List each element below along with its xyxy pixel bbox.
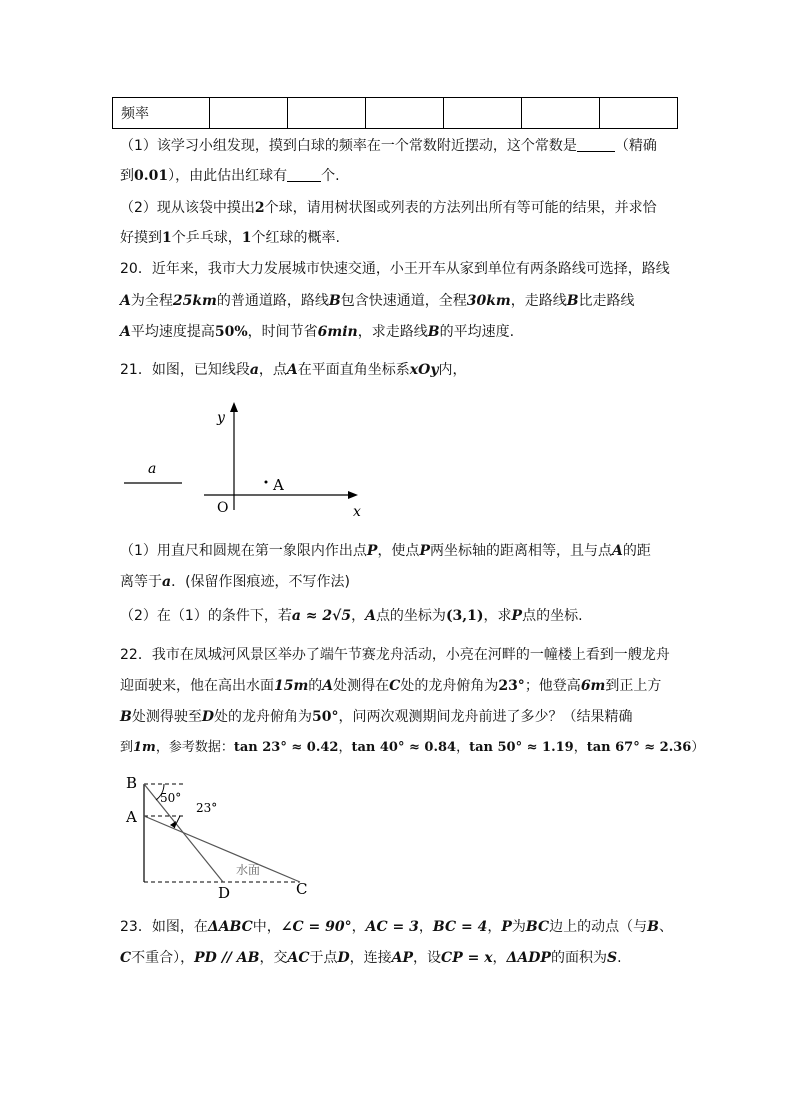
angle-50-label: 50°	[160, 791, 182, 805]
text: 的距	[622, 543, 651, 559]
q23-line1	[120, 917, 673, 937]
q22-figure	[118, 772, 318, 900]
q21-part2	[120, 606, 583, 626]
math: tan 40° ≈ 0.84	[351, 740, 457, 755]
text: .	[617, 950, 622, 966]
text: 、	[658, 919, 673, 935]
text: 边上的动点（与	[549, 919, 648, 935]
answer-blank	[287, 167, 321, 182]
point-a-label: A	[273, 476, 284, 494]
math: D	[337, 950, 350, 966]
text: 不重合），	[131, 950, 195, 966]
origin-label: O	[217, 500, 229, 516]
text: ，	[351, 919, 366, 935]
table-cell	[444, 98, 522, 129]
math: D	[201, 709, 214, 725]
text: 处测得驶至	[131, 709, 202, 725]
math: B	[328, 293, 341, 309]
q20-line3	[120, 322, 514, 342]
math: P	[511, 608, 523, 624]
math: A	[322, 678, 334, 694]
math: 30km	[466, 293, 511, 309]
math: tan 50° ≈ 1.19	[469, 740, 574, 755]
water-label: 水面	[236, 863, 261, 877]
math: 1	[241, 230, 252, 246]
text: 于点	[309, 950, 338, 966]
text: 点的坐标.	[522, 608, 583, 624]
q19-part2-line1	[120, 198, 657, 218]
text: 到正上方	[605, 678, 662, 694]
q23-line2	[120, 948, 622, 968]
table-cell	[366, 98, 444, 129]
text: 处的龙舟俯角为	[213, 709, 312, 725]
text: 在平面直角坐标系	[297, 362, 410, 378]
text: 处测得在	[333, 678, 390, 694]
math: tan 67° ≈ 2.36	[586, 740, 692, 755]
text: ，参考数据：	[155, 740, 234, 755]
text: 中，	[252, 919, 281, 935]
math: 0.01	[134, 168, 169, 184]
text: 的普通道路，路线	[216, 293, 329, 309]
text: ，	[492, 950, 507, 966]
math: a	[249, 362, 259, 378]
text: （1）该学习小组发现，摸到白球的频率在一个常数附近摆动，这个常数是	[120, 138, 577, 154]
text: 个.	[321, 168, 340, 184]
math: C	[120, 950, 132, 966]
label-a: A	[126, 808, 137, 826]
text: ，	[338, 740, 352, 755]
text: ，连接	[349, 950, 392, 966]
text: 离等于	[120, 574, 162, 590]
math: 6m	[580, 678, 606, 694]
math: 50%	[214, 324, 248, 340]
text: 好摸到	[120, 230, 162, 246]
math: A	[120, 293, 131, 309]
math: C	[389, 678, 401, 694]
text: （1）用直尺和圆规在第一象限内作出点	[120, 543, 367, 559]
label-b: B	[126, 774, 138, 792]
table-cell	[210, 98, 288, 129]
q21-part1-line2	[120, 572, 350, 592]
answer-blank	[577, 137, 615, 152]
text: 处的龙舟俯角为	[400, 678, 499, 694]
text: ），由此估出红球有	[168, 168, 288, 184]
math: A	[120, 324, 131, 340]
math: (3,1)	[445, 608, 484, 624]
text: 包含快速通道，全程	[340, 293, 467, 309]
math: P	[419, 543, 430, 559]
math: AC = 3	[365, 919, 419, 935]
q22-line3	[120, 707, 632, 727]
q19-part1-line2	[120, 166, 340, 186]
math: B	[120, 709, 132, 725]
math: 6min	[317, 324, 358, 340]
text: 到	[120, 740, 134, 755]
math: P	[366, 543, 378, 559]
text: ．(保留作图痕迹，不写作法)	[171, 574, 351, 590]
math: 2	[254, 200, 265, 216]
point-a	[265, 481, 268, 484]
table-row	[113, 98, 678, 129]
text: ；他登高	[524, 678, 581, 694]
text: 平均速度提高	[130, 324, 215, 340]
math: ∠C = 90°	[280, 919, 352, 935]
text: ，	[351, 608, 366, 624]
math: CP = x	[441, 950, 493, 966]
q19-part1-line1	[120, 136, 657, 156]
text: 的平均速度.	[439, 324, 515, 340]
q20-line2	[120, 291, 635, 311]
text: ，求走路线	[357, 324, 428, 340]
math: tan 23° ≈ 0.42	[233, 740, 339, 755]
x-axis-arrow-icon	[348, 491, 358, 499]
text: ，交	[259, 950, 288, 966]
math: 1	[162, 230, 172, 246]
text: （精确	[614, 138, 657, 154]
segment-a-label: a	[148, 461, 157, 477]
math: B	[566, 293, 579, 309]
text: ，求	[483, 608, 512, 624]
math: 15m	[274, 678, 309, 694]
q21-figure	[118, 400, 368, 520]
x-axis-label: x	[353, 504, 361, 520]
text: 个红球的概率.	[251, 230, 340, 246]
text: ，使点	[377, 543, 420, 559]
math: P	[501, 919, 512, 935]
sightline-ac	[144, 816, 300, 882]
q21-line1	[120, 360, 466, 380]
table-cell	[600, 98, 678, 129]
text: 内，	[438, 362, 467, 378]
math: S	[606, 950, 618, 966]
frequency-table	[112, 97, 678, 129]
q20-line1: 20．近年来，我市大力发展城市快速交通，小王开车从家到单位有两条路线可选择，路线	[120, 261, 670, 277]
text: 为全程	[130, 293, 173, 309]
text: 的面积为	[550, 950, 607, 966]
text: （2）现从该袋中摸出	[120, 200, 255, 216]
math: A	[286, 362, 298, 378]
math: A	[365, 608, 376, 624]
text: 迎面驶来，他在高出水面	[120, 678, 274, 694]
math: 25km	[172, 293, 217, 309]
text: 个球，请用树状图或列表的方法列出所有等可能的结果，并求恰	[264, 200, 657, 216]
table-cell-label: 频率	[113, 98, 210, 129]
text: 比走路线	[578, 293, 635, 309]
text: ，设	[413, 950, 442, 966]
table-cell	[522, 98, 600, 129]
text: ，	[456, 740, 470, 755]
text: （2）在（1）的条件下，若	[120, 608, 292, 624]
text: 21．如图，已知线段	[120, 362, 250, 378]
text: ，	[573, 740, 587, 755]
text: 点的坐标为	[375, 608, 446, 624]
math: B	[647, 919, 659, 935]
text: 为	[511, 919, 526, 935]
text: ）	[691, 740, 705, 755]
q19-part2-line2	[120, 228, 340, 248]
math: 23°	[498, 678, 525, 694]
math: BC = 4	[432, 919, 488, 935]
math: ΔADP	[506, 950, 551, 966]
q21-part1-line1	[120, 541, 651, 561]
y-axis-label: y	[217, 410, 225, 426]
q22-line4	[120, 738, 704, 758]
math: A	[611, 543, 623, 559]
text: ，	[487, 919, 502, 935]
text: 个乒乓球，	[171, 230, 242, 246]
math: a	[162, 574, 172, 590]
text: ，点	[258, 362, 287, 378]
y-axis-arrow-icon	[230, 402, 238, 412]
math: B	[427, 324, 440, 340]
text: ，	[418, 919, 433, 935]
text: ，时间节省	[247, 324, 318, 340]
math: PD // AB	[194, 950, 260, 966]
math: ΔABC	[207, 919, 253, 935]
text: 的	[308, 678, 323, 694]
math: xOy	[409, 362, 439, 378]
math: AC	[287, 950, 310, 966]
math: 1m	[133, 740, 156, 755]
angle-23-label: 23°	[196, 801, 218, 815]
table-cell	[288, 98, 366, 129]
math: BC	[525, 919, 550, 935]
text: 23．如图，在	[120, 919, 208, 935]
text: ，走路线	[510, 293, 567, 309]
math: AP	[391, 950, 414, 966]
math: a ≈ 2√5	[291, 608, 352, 624]
q22-line2	[120, 676, 661, 696]
text: 到	[120, 168, 134, 184]
math: 50°	[311, 709, 339, 725]
text: ，问两次观测期间龙舟前进了多少？（结果精确	[338, 709, 633, 725]
label-d: D	[218, 884, 231, 900]
label-c: C	[296, 880, 308, 898]
q22-line1: 22．我市在凤城河风景区举办了端午节赛龙舟活动，小亮在河畔的一幢楼上看到一艘龙舟	[120, 647, 670, 663]
text: 两坐标轴的距离相等，且与点	[429, 543, 612, 559]
